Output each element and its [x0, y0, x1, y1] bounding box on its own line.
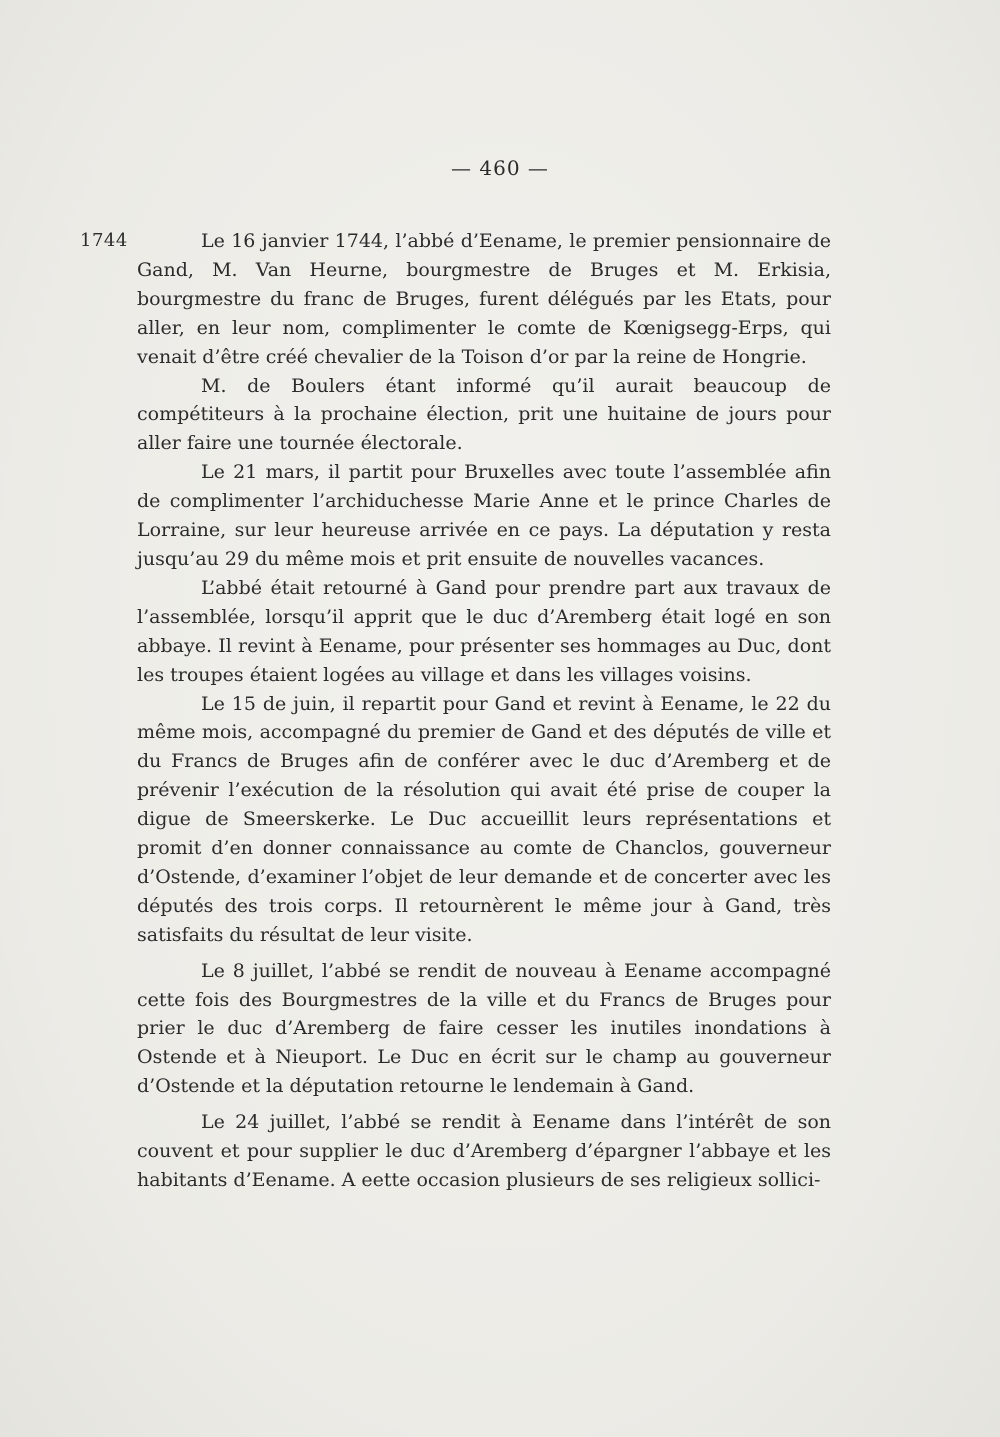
paragraph-3: Le 21 mars, il partit pour Bruxelles avec toute l’assemblée afin de complimenter l’archiduchesse Marie Anne et le prince Charles de Lorraine, sur leur heureuse arrivée en ce pays. La députation y resta jusqu’au 29 du même mois et prit ensuite de nouvelles vacances. [137, 461, 831, 570]
paragraph-2: M. de Boulers étant informé qu’il aurait beaucoup de compétiteurs à la prochaine élection, prit une huitaine de jours pour aller faire une tournée électorale. [137, 374, 831, 455]
paragraph-5: Le 15 de juin, il repartit pour Gand et revint à Eename, le 22 du même mois, accompagné du premier de Gand et des députés de ville et du Francs de Bruges afin de conférer avec le duc d’Aremberg et de prévenir l’exécution de la résolution qui avait été prise de couper la digue de Smeerskerke. Le Duc accueillit leurs représentations et promit d’en donner connaissance au comte de Chanclos, gouverneur d’Ostende, d’examiner l’objet de leur demande et de concerter avec les députés des trois corps. Il retournèrent le même jour à Gand, très satisfaits du résultat de leur visite. [137, 692, 831, 946]
body-text [137, 227, 831, 1195]
margin-year-note: 1744 [80, 230, 128, 251]
paragraph-7: Le 24 juillet, l’abbé se rendit à Eename dans l’intérêt de son couvent et pour supplier le duc d’Aremberg d’épargner l’abbaye et les habitants d’Eename. A eette occasion plusieurs de ses religieux sollici- [137, 1111, 831, 1191]
paragraph-6: Le 8 juillet, l’abbé se rendit de nouveau à Eename accompagné cette fois des Bourgmestres de la ville et du Francs de Bruges pour prier le duc d’Aremberg de faire cesser les inutiles inondations à Ostende et à Nieuport. Le Duc en écrit sur le champ au gouverneur d’Ostende et la députation retourne le lendemain à Gand. [137, 959, 831, 1098]
page-number: — 460 — [451, 156, 549, 180]
paragraph-4: L’abbé était retourné à Gand pour prendre part aux travaux de l’assemblée, lorsqu’il apprit que le duc d’Aremberg était logé en son abbaye. Il revint à Eename, pour présenter ses hommages au Duc, dont les troupes étaient logées au village et dans les villages voisins. [137, 576, 831, 686]
paragraph-1: Le 16 janvier 1744, l’abbé d’Eename, le premier pensionnaire de Gand, M. Van Heurne, bourgmestre de Bruges et M. Erkisia, bourgmestre du franc de Bruges, furent délégués par les Etats, pour aller, en leur nom, complimenter le comte de Kœnigsegg-Erps, qui venait d’être créé chevalier de la Toison d’or par la reine de Hongrie. [137, 230, 831, 368]
